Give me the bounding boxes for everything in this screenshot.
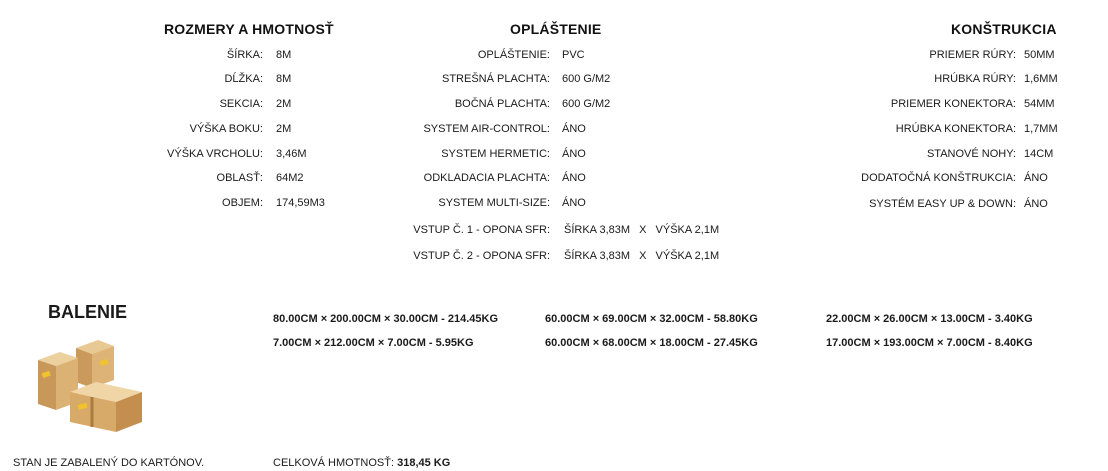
spec-label: SYSTEM HERMETIC: xyxy=(441,148,550,160)
spec-row xyxy=(0,122,1108,136)
spec-value: 2M xyxy=(276,123,292,135)
construction-heading: KONŠTRUKCIA xyxy=(951,21,1057,37)
spec-value: 600 G/M2 xyxy=(562,73,611,85)
spec-value: 1,6MM xyxy=(1024,73,1058,85)
spec-label: OBJEM: xyxy=(222,197,263,209)
spec-value: 8M xyxy=(276,73,292,85)
entrance-width: ŠÍRKA 3,83M xyxy=(564,250,631,262)
spec-label: SYSTEM MULTI-SIZE: xyxy=(438,197,550,209)
entrance-value xyxy=(564,249,719,263)
package-column xyxy=(826,307,1033,355)
package-column xyxy=(545,307,758,355)
spec-value: ÁNO xyxy=(1024,172,1048,184)
entrance-separator: X xyxy=(639,224,647,236)
spec-label: PRIEMER RÚRY: xyxy=(929,49,1016,61)
spec-value: 64M2 xyxy=(276,172,304,184)
entrance-value xyxy=(564,223,719,237)
spec-label: HRÚBKA RÚRY: xyxy=(934,73,1016,85)
spec-label: HRÚBKA KONEKTORA: xyxy=(895,123,1016,135)
entrance-label: VSTUP Č. 2 - OPONA SFR: xyxy=(413,250,550,262)
boxes-illustration xyxy=(34,334,146,434)
spec-label: PRIEMER KONEKTORA: xyxy=(890,98,1016,110)
spec-value: ÁNO xyxy=(562,123,586,135)
total-weight xyxy=(273,457,450,469)
spec-label: BOČNÁ PLACHTA: xyxy=(454,98,550,110)
spec-row xyxy=(0,72,1108,86)
cardboard-boxes-image xyxy=(34,334,146,434)
package-column xyxy=(273,307,498,355)
spec-row xyxy=(0,97,1108,111)
spec-row xyxy=(0,197,1108,211)
packaging-heading: BALENIE xyxy=(48,302,128,322)
spec-label: OBLASŤ: xyxy=(216,172,263,184)
cover-heading: OPLÁŠTENIE xyxy=(510,21,602,37)
entrance-separator: X xyxy=(639,250,647,262)
spec-value: 3,46M xyxy=(276,148,307,160)
total-weight-value: 318,45 KG xyxy=(397,457,451,469)
spec-label: ODKLADACIA PLACHTA: xyxy=(423,172,550,184)
spec-value: ÁNO xyxy=(1024,198,1048,210)
spec-value: 50MM xyxy=(1024,49,1055,61)
spec-label: VÝŠKA BOKU: xyxy=(189,123,263,135)
spec-label: SYSTÉM EASY UP & DOWN: xyxy=(869,198,1016,210)
entrance-label: VSTUP Č. 1 - OPONA SFR: xyxy=(413,224,550,236)
entrance-width: ŠÍRKA 3,83M xyxy=(564,224,631,236)
spec-value: 14CM xyxy=(1024,148,1054,160)
dimensions-heading: ROZMERY A HMOTNOSŤ xyxy=(164,21,334,37)
entrance-height: VÝŠKA 2,1M xyxy=(655,224,720,236)
total-weight-label: CELKOVÁ HMOTNOSŤ: xyxy=(273,457,395,469)
entrance-height: VÝŠKA 2,1M xyxy=(655,250,720,262)
spec-value: 1,7MM xyxy=(1024,123,1058,135)
spec-row xyxy=(0,48,1108,62)
spec-label: OPLÁŠTENIE: xyxy=(477,49,550,61)
spec-label: DODATOČNÁ KONŠTRUKCIA: xyxy=(861,172,1016,184)
entrance-row xyxy=(0,223,1108,237)
spec-label: DĹŽKA: xyxy=(224,73,263,85)
spec-value: ÁNO xyxy=(562,148,586,160)
spec-row xyxy=(0,147,1108,161)
spec-value: 600 G/M2 xyxy=(562,98,611,110)
spec-row xyxy=(0,171,1108,185)
package-item: 7.00CM × 212.00CM × 7.00CM - 5.95KG xyxy=(273,337,474,349)
entrance-row xyxy=(0,249,1108,263)
package-item: 60.00CM × 68.00CM × 18.00CM - 27.45KG xyxy=(545,337,758,349)
spec-label: STANOVÉ NOHY: xyxy=(926,148,1016,160)
spec-label: STREŠNÁ PLACHTA: xyxy=(442,73,550,85)
packaging-note: STAN JE ZABALENÝ DO KARTÓNOV. xyxy=(13,457,205,469)
spec-label: ŠÍRKA: xyxy=(226,49,263,61)
spec-value: 54MM xyxy=(1024,98,1055,110)
package-item: 22.00CM × 26.00CM × 13.00CM - 3.40KG xyxy=(826,313,1033,325)
spec-value: PVC xyxy=(562,49,585,61)
spec-value: 2M xyxy=(276,98,292,110)
package-item: 17.00CM × 193.00CM × 7.00CM - 8.40KG xyxy=(826,337,1033,349)
spec-label: SEKCIA: xyxy=(219,98,263,110)
spec-label: SYSTEM AIR-CONTROL: xyxy=(423,123,550,135)
spec-value: 8M xyxy=(276,49,292,61)
package-item: 80.00CM × 200.00CM × 30.00CM - 214.45KG xyxy=(273,313,499,325)
spec-value: ÁNO xyxy=(562,172,586,184)
spec-label: VÝŠKA VRCHOLU: xyxy=(167,148,263,160)
package-item: 60.00CM × 69.00CM × 32.00CM - 58.80KG xyxy=(545,313,758,325)
spec-value: ÁNO xyxy=(562,197,586,209)
spec-value: 174,59M3 xyxy=(276,197,325,209)
